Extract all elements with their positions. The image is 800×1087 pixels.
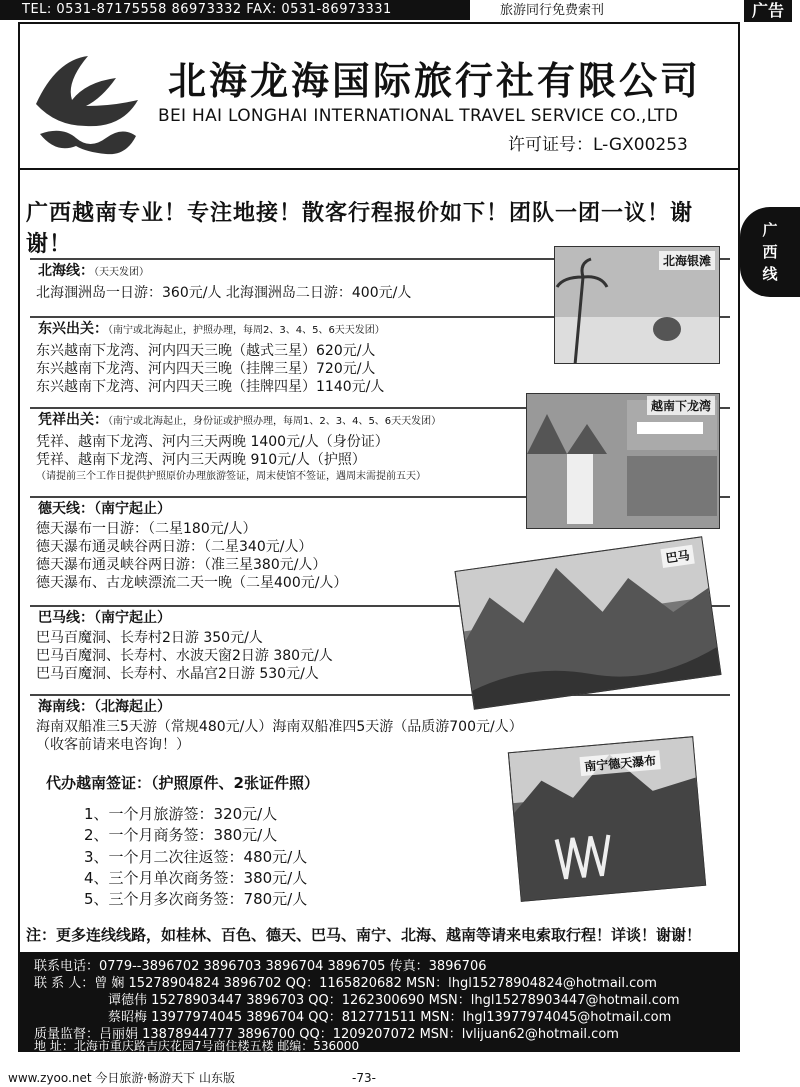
photo-beihai-beach [554,246,720,364]
contact-address: 地 址：北海市重庆路吉庆花园7号商住楼五楼 邮编：536000 [34,1039,360,1053]
route-line: 北海涠洲岛一日游：360元/人 北海涠洲岛二日游：400元/人 [36,285,412,301]
route-line: 凭祥、越南下龙湾、河内三天两晚 910元/人（护照） [36,452,366,468]
page-footer [0,1070,800,1087]
free-index-label: 旅游同行免费索刊 [500,3,605,18]
contact-person: 蔡昭梅 13977974045 3896704 QQ：812771511 MSN：lhgl13977974045@hotmail.com [108,1010,672,1025]
top-bar [0,0,800,22]
footer-site: www.zyoo.net 今日旅游·畅游天下 山东版 [8,1071,235,1085]
visa-section [46,772,319,793]
visa-item: 4、三个月单次商务签：380元/人 [84,869,308,887]
contact-panel [20,952,740,1052]
photo-detian-waterfall [508,736,706,902]
visa-remark: （请提前三个工作日提供护照原价办理旅游签证，周末使馆不签证，遇周末需提前五天） [36,471,426,482]
side-tab-char: 广 [762,221,778,239]
headline: 广西越南专业！专注地接！散客行程报价如下！团队一团一议！谢谢！ [26,201,694,257]
photo-halong-bay [526,393,720,529]
contact-person: 谭德伟 15278903447 3896703 QQ：1262300690 MSN：lhgl15278903447@hotmail.com [108,993,680,1008]
route-line: 凭祥、越南下龙湾、河内三天两晚 1400元/人（身份证） [36,434,389,450]
section-title: 德天线：（南宁起止） [38,501,171,517]
section-title-text: 东兴出关： [38,321,108,337]
company-name-cn: 北海龙海国际旅行社有限公司 [168,59,702,103]
contact-quality: 质量监督：吕丽娟 13878944777 3896700 QQ：1209207072 MSN：lvlijuan62@hotmail.com [34,1027,619,1042]
photo-caption: 北海银滩 [659,251,715,270]
photo-caption: 巴马 [660,545,694,568]
contact-phone: 联系电话：0779--3896702 3896703 3896704 3896705 传真：3896706 [34,959,487,974]
company-header [18,22,740,170]
route-line: 德天瀑布通灵峡谷两日游：（二星340元/人） [36,539,313,555]
photo-caption: 南宁德天瀑布 [580,750,661,776]
page-number: -73- [352,1071,376,1085]
license-number: 许可证号：L-GX00253 [508,135,688,155]
visa-item: 3、一个月二次往返签：480元/人 [84,848,308,866]
section-note: （天天发团） [94,267,149,278]
visa-item: 5、三个月多次商务签：780元/人 [84,890,308,908]
visa-title: 代办越南签证：（护照原件、2张证件照） [46,774,319,792]
route-line: 巴马百魔洞、长寿村、水晶宫2日游 530元/人 [36,666,319,682]
visa-item: 1、一个月旅游签：320元/人 [84,805,278,823]
section-title-text: 北海线： [38,263,94,279]
route-line: 巴马百魔洞、长寿村2日游 350元/人 [36,630,263,646]
contact-person: 联 系 人：曾 娴 15278904824 3896702 QQ：1165820682 MSN：lhgl15278904824@hotmail.com [34,976,657,991]
route-line: 德天瀑布一日游：（二星180元/人） [36,521,257,537]
top-tel-fax: TEL: 0531-87175558 86973332 FAX: 0531-86973331 [0,0,470,20]
company-name-en: BEI HAI LONGHAI INTERNATIONAL TRAVEL SERVICE CO.,LTD [158,106,679,126]
section-title: 海南线：（北海起止） [38,699,171,715]
photo-caption: 越南下龙湾 [647,396,715,415]
visa-item: 2、一个月商务签：380元/人 [84,826,278,844]
route-line: （收客前请来电咨询！） [36,737,190,753]
section-title: 巴马线：（南宁起止） [38,610,171,626]
route-line: 德天瀑布通灵峡谷两日游：（准三星380元/人） [36,557,327,573]
route-line: 东兴越南下龙湾、河内四天三晚（挂牌四星）1140元/人 [36,379,385,395]
footnote: 注：更多连线线路，如桂林、百色、德天、巴马、南宁、北海、越南等请来电索取行程！详谈！谢谢！ [26,926,702,944]
route-line: 东兴越南下龙湾、河内四天三晚（挂牌三星）720元/人 [36,361,376,377]
section-title-text: 凭祥出关： [38,412,108,428]
side-tab-char: 西 [762,243,778,261]
ad-tag: 广告 [744,0,792,22]
route-line: 海南双船准三5天游（常规480元/人）海南双船准四5天游（品质游700元/人） [36,719,523,735]
section-note: （南宁或北海起止，身份证或护照办理，每周1、2、3、4、5、6天天发团） [108,416,442,427]
side-tab [740,207,800,297]
route-line: 东兴越南下龙湾、河内四天三晚（越式三星）620元/人 [36,343,376,359]
side-tab-char: 线 [762,265,778,283]
company-logo-icon [26,42,146,162]
section-note: （南宁或北海起止，护照办理，每周2、3、4、5、6天天发团） [108,325,385,336]
route-line: 德天瀑布、古龙峡漂流二天一晚（二星400元/人） [36,575,348,591]
route-line: 巴马百魔洞、长寿村、水波天窗2日游 380元/人 [36,648,333,664]
